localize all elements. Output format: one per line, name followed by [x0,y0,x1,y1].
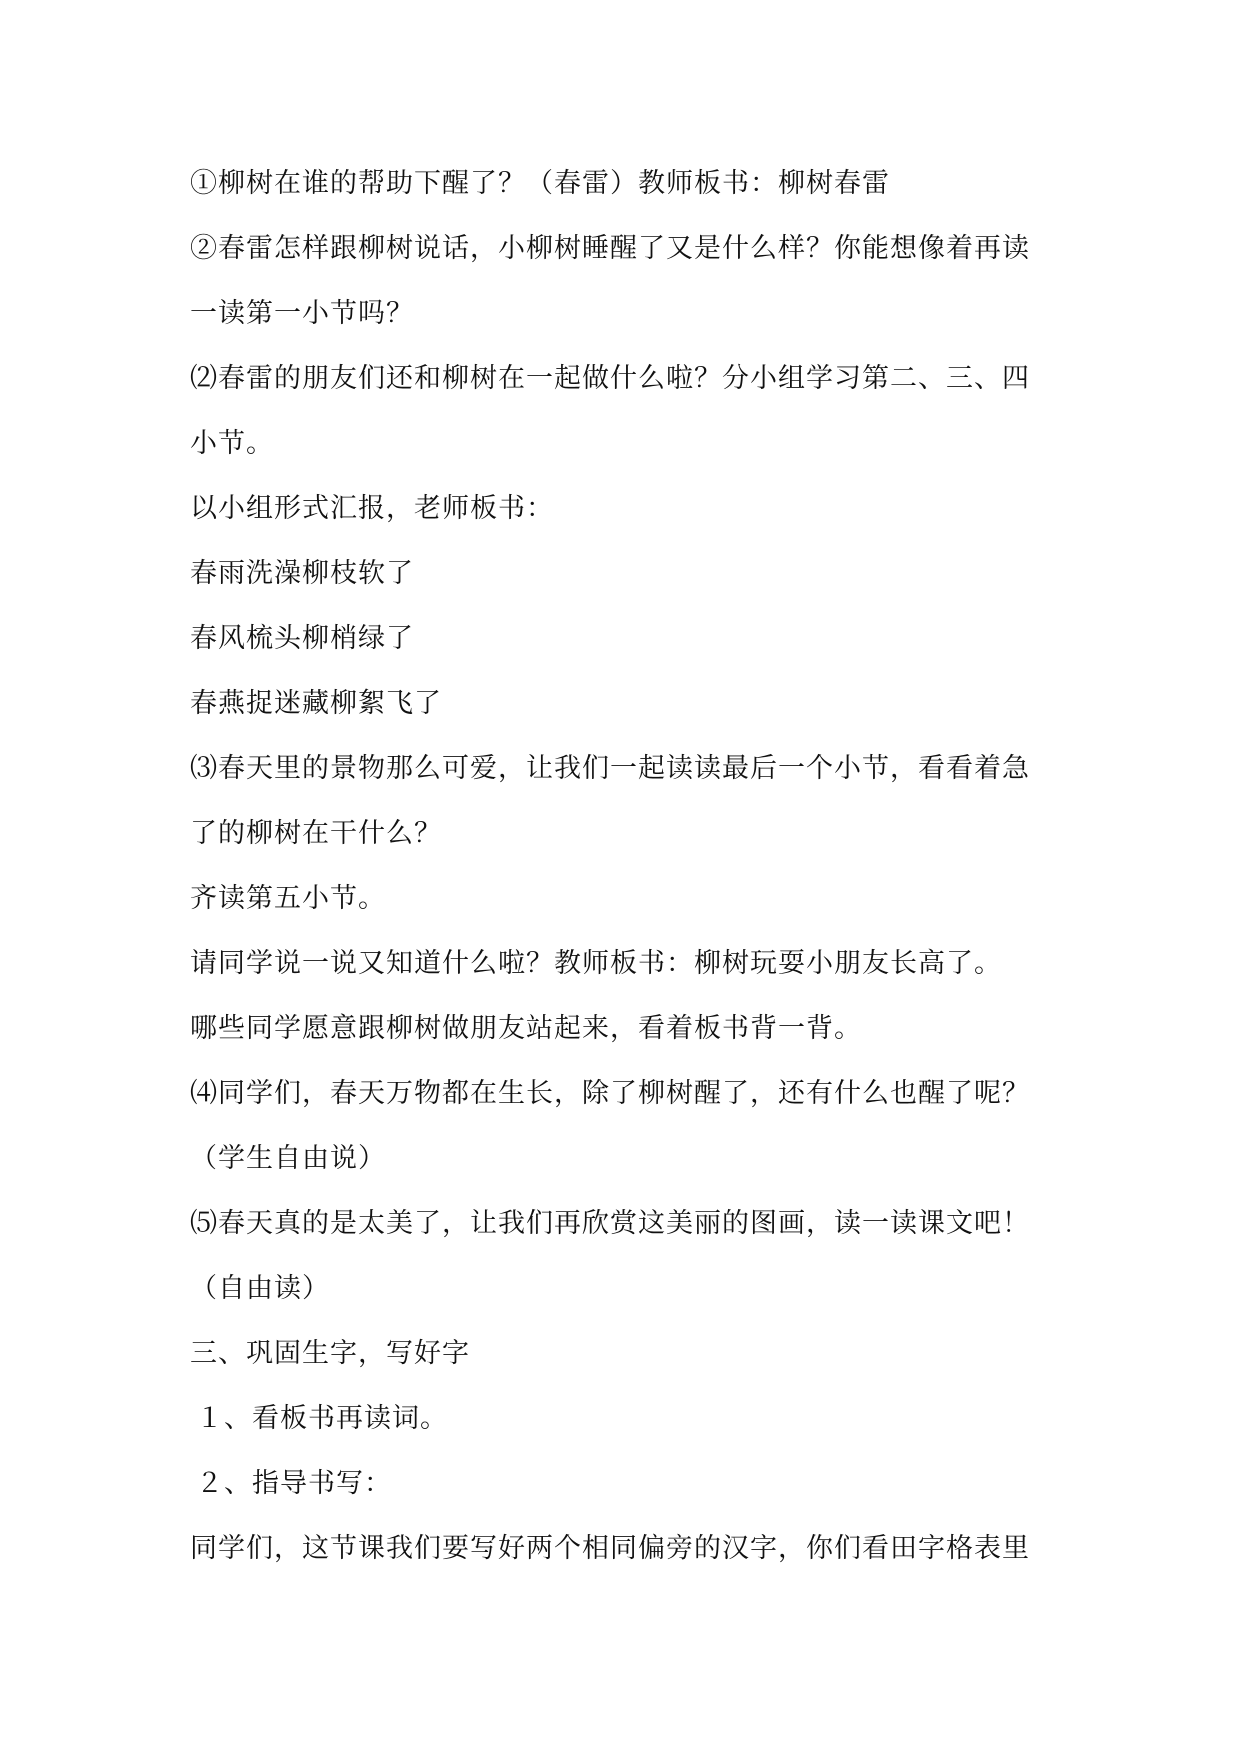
text-line: ②春雷怎样跟柳树说话，小柳树睡醒了又是什么样？你能想像着再读 [190,233,1030,264]
text-line: ⑷同学们，春天万物都在生长，除了柳树醒了，还有什么也醒了呢？ [190,1078,1030,1109]
text-line: 同学们，这节课我们要写好两个相同偏旁的汉字，你们看田字格表里 [190,1533,1030,1564]
text-line: １、看板书再读词。 [196,1403,448,1434]
text-line: 一读第一小节吗？ [190,298,414,329]
text-line: ⑵春雷的朋友们还和柳树在一起做什么啦？分小组学习第二、三、四 [190,363,1030,394]
text-line: ⑸春天真的是太美了，让我们再欣赏这美丽的图画，读一读课文吧！ [190,1208,1030,1239]
text-line: 春风梳头柳梢绿了 [190,623,414,654]
section-heading: 三、巩固生字，写好字 [190,1338,470,1369]
text-line: 了的柳树在干什么？ [190,818,442,849]
text-line: （自由读） [190,1273,330,1304]
text-line: 齐读第五小节。 [190,883,386,914]
text-line: 哪些同学愿意跟柳树做朋友站起来，看着板书背一背。 [190,1013,862,1044]
text-line: ２、指导书写： [196,1468,392,1499]
text-line: （学生自由说） [190,1143,386,1174]
text-line: ①柳树在谁的帮助下醒了？（春雷）教师板书：柳树春雷 [190,168,890,199]
text-line: 以小组形式汇报，老师板书： [190,493,554,524]
text-line: 请同学说一说又知道什么啦？教师板书：柳树玩耍小朋友长高了。 [190,948,1002,979]
text-line: 春雨洗澡柳枝软了 [190,558,414,589]
text-line: ⑶春天里的景物那么可爱，让我们一起读读最后一个小节，看看着急 [190,753,1030,784]
text-line: 春燕捉迷藏柳絮飞了 [190,688,442,719]
text-line: 小节。 [190,428,274,459]
